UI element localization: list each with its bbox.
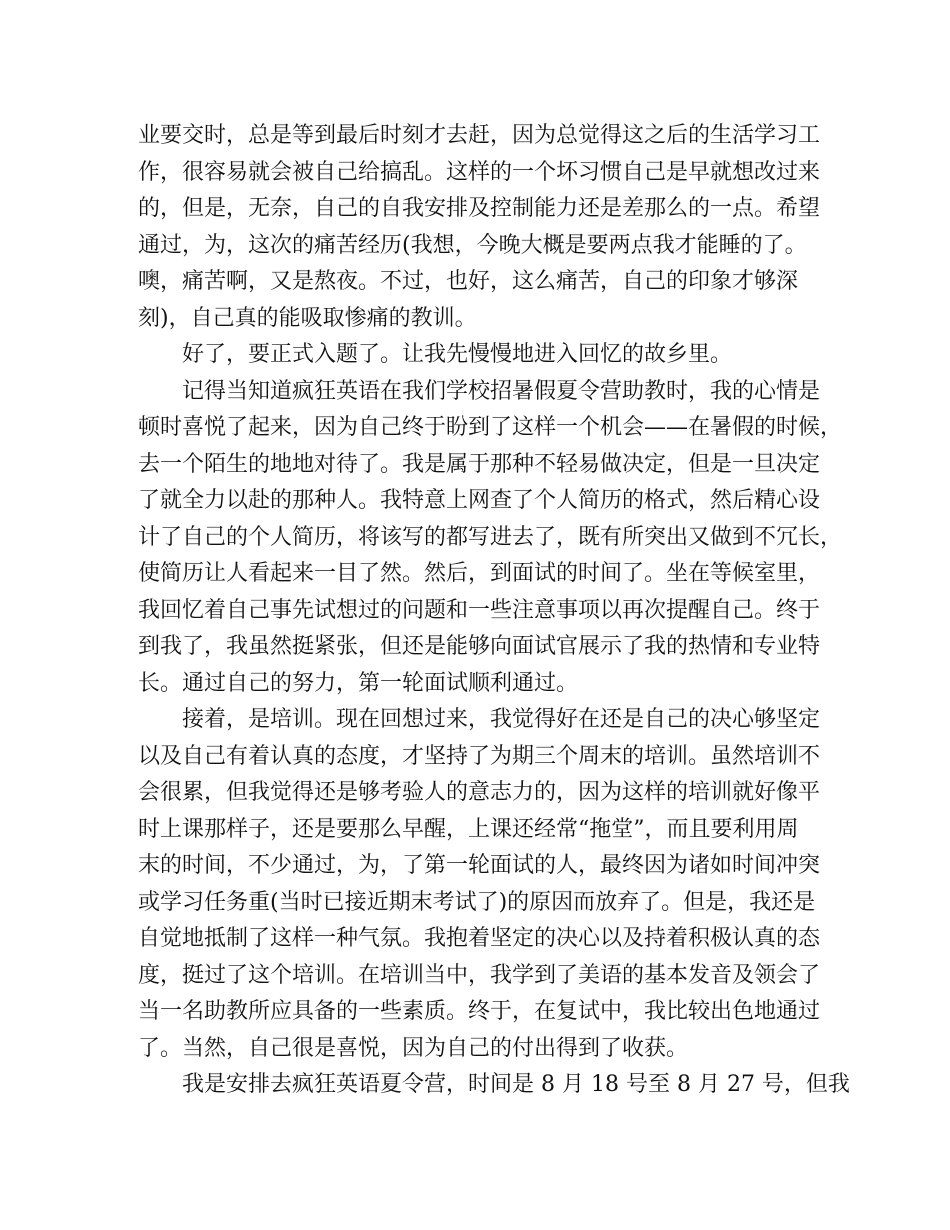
paragraph-start-line: 记得当知道疯狂英语在我们学校招暑假夏令营助教时，我的心情是 <box>182 378 821 404</box>
text-line: 通过，为，这次的痛苦经历(我想，今晚大概是要两点我才能睡的了。 <box>138 232 807 258</box>
text-line: 噢，痛苦啊，又是熬夜。不过，也好，这么痛苦，自己的印象才够深 <box>138 269 799 294</box>
text-line: 度，挺过了这个培训。在培训当中，我学到了美语的基本发音及领会了 <box>138 962 821 988</box>
text-line: 时上课那样子，还是要那么早醒，上课还经常“拖堂”，而且要利用周 <box>138 816 799 842</box>
text-line: 了就全力以赴的那种人。我特意上网查了个人简历的格式，然后精心设 <box>138 488 821 513</box>
text-line: 顿时喜悦了起来，因为自己终于盼到了这样一个机会——在暑假的时候， <box>138 415 843 440</box>
text-line: 长。通过自己的努力，第一轮面试顺利通过。 <box>138 670 579 696</box>
text-line: 自觉地抵制了这样一种气氛。我抱着坚定的决心以及持着积极认真的态 <box>138 926 821 951</box>
text-line: 了。当然，自己很是喜悦，因为自己的付出得到了收获。 <box>138 1035 689 1061</box>
text-line: 当一名助教所应具备的一些素质。终于，在复试中，我比较出色地通过 <box>138 999 821 1024</box>
body-text <box>138 118 850 1104</box>
text-line: 以及自己有着认真的态度，才坚持了为期三个周末的培训。虽然培训不 <box>138 743 821 769</box>
text-line: 作，很容易就会被自己给搞乱。这样的一个坏习惯自己是早就想改过来 <box>138 159 821 185</box>
text-line: 到我了，我虽然挺紧张，但还是能够向面试官展示了我的热情和专业特 <box>138 634 821 659</box>
text-line: 去一个陌生的地地对待了。我是属于那种不轻易做决定，但是一旦决定 <box>138 451 821 477</box>
paragraph-start-line: 我是安排去疯狂英语夏令营，时间是 8 月 18 号至 8 月 27 号，但我 <box>182 1072 850 1097</box>
text-line: 末的时间，不少通过，为，了第一轮面试的人，最终因为诸如时间冲突 <box>138 853 821 878</box>
text-line: 使简历让人看起来一目了然。然后，到面试的时间了。坐在等候室里， <box>138 561 821 586</box>
text-line: 我回忆着自己事先试想过的问题和一些注意事项以再次提醒自己。终于 <box>138 597 821 623</box>
text-line: 的，但是，无奈，自己的自我安排及控制能力还是差那么的一点。希望 <box>138 196 821 221</box>
paragraph-start-line: 好了，要正式入题了。让我先慢慢地进入回忆的故乡里。 <box>182 342 733 367</box>
text-line: 或学习任务重(当时已接近期末考试了)的原因而放弃了。但是，我还是 <box>138 889 816 915</box>
paragraph-start-line: 接着，是培训。现在回想过来，我觉得好在还是自己的决心够坚定 <box>182 707 821 732</box>
text-line: 刻)，自己真的能吸取惨痛的教训。 <box>138 305 477 331</box>
text-line: 计了自己的个人简历，将该写的都写进去了，既有所突出又做到不冗长， <box>138 524 843 550</box>
text-line: 会很累，但我觉得还是够考验人的意志力的，因为这样的培训就好像平 <box>138 780 821 805</box>
text-line: 业要交时，总是等到最后时刻才去赶，因为总觉得这之后的生活学习工 <box>138 123 821 148</box>
